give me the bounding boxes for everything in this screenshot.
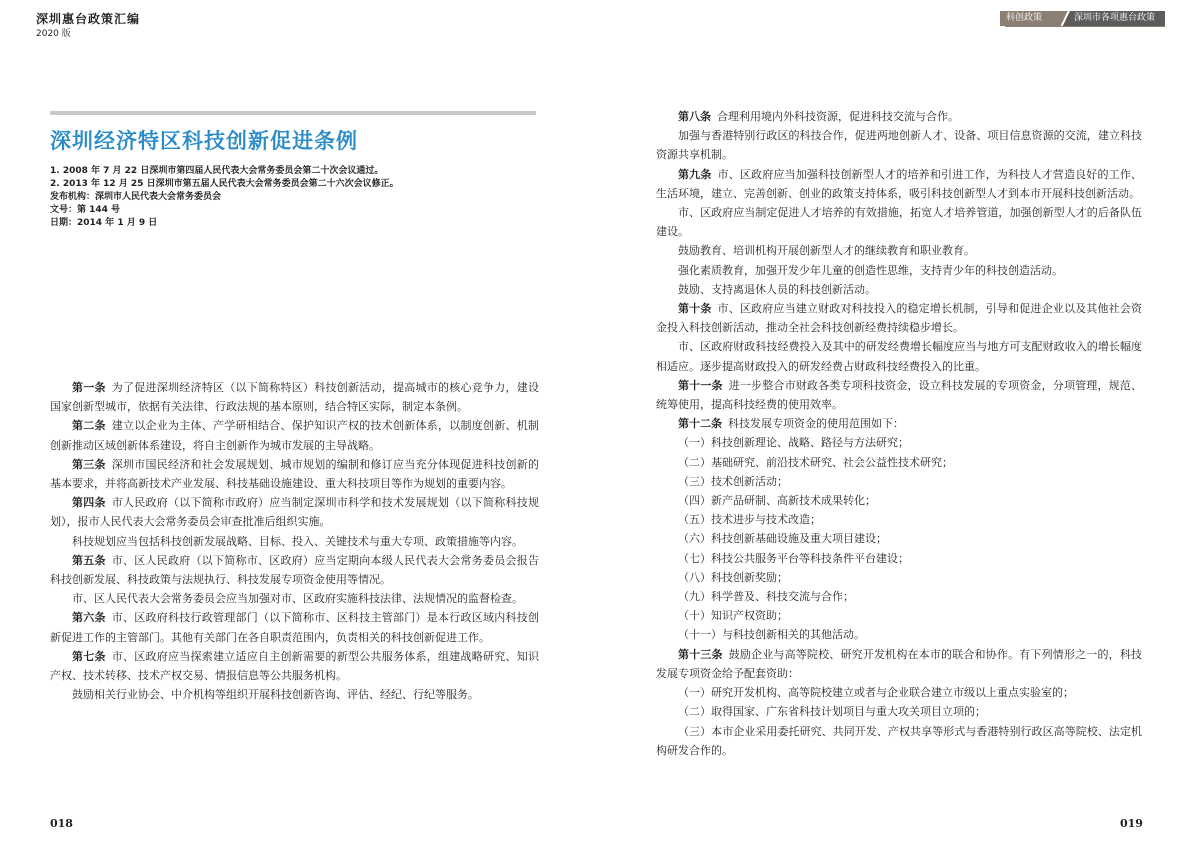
article-text: 市、区政府科技行政管理部门（以下简称市、区科技主管部门）是本行政区域内科技创新促进工作的主管部门。其他有关部门在各自职责范围内，负责相关的科技创新促进工作。 (50, 611, 539, 644)
article-paragraph (50, 378, 539, 416)
edition-year: 2020 版 (36, 29, 71, 39)
article-number: 第七条 (72, 649, 106, 663)
article-paragraph (50, 647, 539, 685)
article-text: 为了促进深圳经济特区（以下简称特区）科技创新活动，提高城市的核心竞争力，建设国家创新型城市，依据有关法律、行政法规的基本原则，结合特区实际，制定本条例。 (50, 381, 539, 414)
meta-line: 日期：2014 年 1 月 9 日 (50, 218, 158, 228)
body-paragraph: 鼓励教育、培训机构开展创新型人才的继续教育和职业教育。 (678, 244, 975, 258)
list-item: （九）科学普及、科技交流与合作； (678, 590, 854, 604)
article-paragraph (50, 493, 539, 531)
article-text: 市、区政府应当加强科技创新型人才的培养和引进工作，为科技人才营造良好的工作、生活环境，建立、完善创新、创业的政策支持体系，吸引科技创新型人才到本市开展科技创新活动。 (656, 167, 1143, 200)
left-page-body (50, 378, 539, 704)
article-text: 市、区人民政府（以下简称市、区政府）应当定期向本级人民代表大会常务委员会报告科技创新发展、科技政策与法规执行、科技发展专项资金使用等情况。 (50, 553, 539, 587)
body-paragraph: 强化素质教育，加强开发少年儿童的创造性思维，支持青少年的科技创造活动。 (678, 263, 1063, 277)
list-item: （三）本市企业采用委托研究、共同开发、产权共享等形式与香港特别行政区高等院校、法定机构研发合作的。 (656, 724, 1142, 757)
list-item: （八）科技创新奖励； (678, 570, 788, 584)
document-meta (50, 165, 399, 230)
tab-category: 科创政策 (1000, 11, 1060, 26)
body-paragraph: 鼓励相关行业协会、中介机构等组织开展科技创新咨询、评估、经纪、行纪等服务。 (72, 688, 479, 702)
article-number: 第九条 (678, 167, 712, 181)
article-paragraph (50, 455, 539, 493)
meta-line: 文号：第 144 号 (50, 205, 121, 215)
article-number: 第十条 (678, 302, 712, 316)
list-item: （十一）与科技创新相关的其他活动。 (678, 628, 865, 642)
article-text: 合理利用境内外科技资源，促进科技交流与合作。 (717, 110, 959, 123)
page-number-left: 018 (50, 817, 73, 830)
article-number: 第五条 (72, 553, 106, 567)
book-title: 深圳惠台政策汇编 (36, 12, 141, 26)
article-number: 第十一条 (678, 378, 723, 392)
article-text: 深圳市国民经济和社会发展规划、城市规划的编制和修订应当充分体现促进科技创新的基本要求，并将高新技术产业发展、科技基础设施建设、重大科技项目等作为规划的重要内容。 (50, 457, 539, 491)
list-item: （四）新产品研制、高新技术成果转化； (678, 494, 876, 508)
list-item: （六）科技创新基础设施及重大项目建设； (678, 532, 887, 546)
article-paragraph (656, 299, 1142, 337)
article-text: 市人民政府（以下简称市政府）应当制定深圳市科学和技术发展规划（以下简称科技规划），报市人民代表大会常务委员会审查批准后组织实施。 (50, 496, 539, 529)
article-text: 进一步整合市财政各类专项科技资金，设立科技发展的专项资金，分项管理，规范、统筹使用，提高科技经费的使用效率。 (656, 378, 1143, 412)
article-text: 市、区政府应当探索建立适应自主创新需要的新型公共服务体系，组建战略研究、知识产权、技术转移、技术产权交易、情报信息等公共服务机构。 (50, 649, 539, 683)
list-item: （一）研究开发机构、高等院校建立或者与企业联合建立市级以上重点实验室的； (678, 686, 1074, 700)
list-item: （一）科技创新理论、战略、路径与方法研究； (678, 436, 909, 450)
list-item: （十）知识产权资助； (678, 609, 788, 623)
article-paragraph (656, 376, 1142, 414)
article-number: 第二条 (72, 419, 106, 433)
title-rule (50, 111, 536, 115)
article-number: 第三条 (72, 457, 106, 471)
body-paragraph: 科技规划应当包括科技创新发展战略、目标、投入、关键技术与重大专项、政策措施等内容。 (72, 534, 523, 548)
article-number: 第六条 (72, 611, 106, 625)
list-item: （二）基础研究、前沿技术研究、社会公益性技术研究； (678, 455, 953, 469)
meta-line: 2. 2013 年 12 月 25 日深圳市第五届人民代表大会常务委员会第二十六次会议修正。 (50, 179, 399, 189)
header-rule (1005, 26, 1165, 27)
article-number: 第四条 (72, 496, 106, 510)
right-page-body (656, 107, 1142, 760)
article-paragraph (656, 414, 1142, 433)
article-text: 科技发展专项资金的使用范围如下： (728, 417, 904, 431)
article-paragraph (50, 551, 539, 589)
meta-line: 1. 2008 年 7 月 22 日深圳市第四届人民代表大会常务委员会第二十次会议通过。 (50, 166, 384, 176)
article-paragraph (656, 165, 1142, 203)
article-text: 市、区政府应当建立财政对科技投入的稳定增长机制，引导和促进企业以及其他社会资金投入科技创新活动，推动全社会科技创新经费持续稳步增长。 (656, 302, 1143, 335)
list-item: （三）技术创新活动； (678, 474, 788, 488)
page-number-right: 019 (1120, 817, 1143, 830)
article-paragraph (50, 416, 539, 454)
article-paragraph (50, 608, 539, 646)
article-text: 鼓励企业与高等院校、研究开发机构在本市的联合和协作。有下列情形之一的，科技发展专项资金给予配套资助： (656, 647, 1143, 680)
body-paragraph: 市、区政府应当制定促进人才培养的有效措施，拓宽人才培养管道，加强创新型人才的后备队伍建设。 (656, 206, 1142, 239)
body-paragraph: 鼓励、支持离退休人员的科技创新活动。 (678, 282, 876, 296)
article-number: 第十三条 (678, 647, 723, 661)
list-item: （五）技术进步与技术改造； (678, 513, 821, 527)
document-title: 深圳经济特区科技创新促进条例 (50, 129, 358, 153)
article-number: 第一条 (72, 381, 106, 394)
section-tabs (1000, 11, 1165, 26)
list-item: （七）科技公共服务平台等科技条件平台建设； (678, 551, 909, 565)
body-paragraph: 市、区政府财政科技经费投入及其中的研发经费增长幅度应当与地方可支配财政收入的增长幅度相适应。逐步提高财政投入的研发经费占财政科技经费投入的比重。 (656, 340, 1142, 373)
article-text: 建立以企业为主体、产学研相结合、保护知识产权的技术创新体系，以制度创新、机制创新推动区域创新体系建设，将自主创新作为城市发展的主导战略。 (50, 419, 539, 452)
article-number: 第十二条 (678, 417, 722, 431)
article-paragraph (656, 107, 1142, 126)
body-paragraph: 加强与香港特别行政区的科技合作，促进两地创新人才、设备、项目信息资源的交流，建立科技资源共享机制。 (656, 129, 1142, 162)
tab-divider (1060, 11, 1070, 26)
list-item: （二）取得国家、广东省科技计划项目与重大攻关项目立项的； (678, 705, 986, 719)
meta-line: 发布机构：深圳市人民代表大会常务委员会 (50, 192, 222, 202)
article-paragraph (656, 645, 1142, 683)
article-number: 第八条 (678, 110, 711, 123)
tab-section: 深圳市各项惠台政策 (1070, 11, 1165, 26)
body-paragraph: 市、区人民代表大会常务委员会应当加强对市、区政府实施科技法律、法规情况的监督检查。 (72, 592, 523, 606)
